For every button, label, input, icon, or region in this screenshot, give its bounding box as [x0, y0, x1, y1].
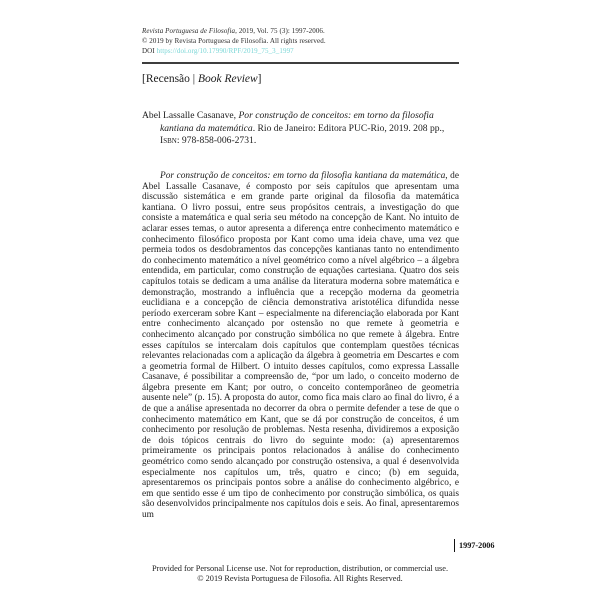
page-header — [142, 27, 459, 56]
citation-isbn-label: Isbn — [160, 135, 177, 147]
page-range-marker: 1997-2006 — [454, 539, 494, 552]
citation-isbn-value: : 978-858-006-2731. — [176, 135, 257, 147]
section-label-suffix: ] — [257, 73, 262, 85]
citation-author: Abel Lassalle Casanave, — [142, 110, 239, 121]
journal-citation-line — [142, 27, 459, 37]
review-body-paragraph — [142, 171, 459, 521]
footer-copyright: © 2019 Revista Portuguesa de Filosofia. All Rights Reserved. — [197, 574, 403, 583]
page-footer — [0, 564, 600, 584]
section-label — [142, 73, 459, 85]
section-label-prefix: [Recensão | — [142, 73, 198, 85]
doi-line — [142, 47, 459, 57]
body-lead-title: Por construção de conceitos: em torno da filosofia kantiana da matemática — [160, 171, 446, 181]
doi-link[interactable]: https://doi.org/10.17990/RPF/2019_75_3_1997 — [156, 46, 294, 55]
citation-imprint: . Rio de Janeiro: Editora PUC-Rio, 2019. 208 pp., — [252, 122, 445, 134]
journal-name: Revista Portuguesa de Filosofia — [142, 27, 236, 35]
header-divider — [142, 62, 459, 64]
license-notice: Provided for Personal License use. Not for reproduction, distribution, or commercial use. — [151, 564, 449, 573]
journal-volume-info: , 2019, Vol. 75 (3): 1997-2006. — [235, 27, 325, 35]
book-citation — [142, 110, 459, 148]
section-label-english: Book Review — [197, 73, 258, 85]
citation-book-title: Por construção de conceitos: em torno da filosofia kantiana da matemática — [160, 110, 434, 134]
doi-label: DOI — [142, 46, 157, 55]
body-text: , de Abel Lassalle Casanave, é composto por seis capítulos que apresentam uma discussão sistemática e em grande parte original da filosofia da matemática kantiana. O livro possui, entre seus propósitos centrais, a investigação do que consiste a matemática e qual seria seu método na concepção de Kant. No intuito de aclarar esses temas, o autor apresenta a diferença entre conhecimento matemático e conhecimento filosófico proposta por Kant como uma ideia chave, uma vez que permeia todos os desdobramentos das concepções kantianas tanto no entendimento do conhecimento matemático a nível geométrico como a nível algébrico – a álgebra entendida, em particular, como construção de equações cartesiana. Quatro dos seis capítulos totais se dedicam a uma análise da literatura moderna sobre matemática e demonstração, mostrando a influência que a recepção moderna da geometria euclidiana e a concepção de ciência demonstrativa aristotélica difundida nesse período exerceram sobre Kant – especialmente na diferenciação elaborada por Kant entre conhecimento alcançado por ostensão no que remete à geometria e conhecimento alcançado por construção simbólica no que remete à álgebra. Entre esses capítulos se intercalam dois capítulos que contemplam questões técnicas relevantes relacionadas com a aplicação da álgebra à geometria em Descartes e com a geometria formal de Hilbert. O intuito desses capítulos, como expressa Lassalle Casanave, é possibilitar a compreensão de, “por um lado, o conceito moderno de álgebra presente em Kant; por outro, o conceito contemporâneo de geometria ausente nele” (p. 15). A proposta do autor, como fica mais claro ao final do livro, é a de que a análise apresentada no decorrer da obra o permite defender a tese de que o conhecimento matemático em Kant, que se dá por construção de conceitos, é um conhecimento por resolução de problemas. Nesta resenha, dividiremos a exposição de dois tópicos centrais do livro do seguinte modo: (a) apresentaremos primeiramente os principais pontos relacionados à análise do conhecimento geométrico como sendo alcançado por construção ostensiva, a qual é desenvolvida especialmente nos capítulos um, três, quatro e cinco; (b) em seguida, apresentaremos os principais pontos sobre a análise do conhecimento algébrico, e em que sentido esse é um tipo de conhecimento por construção simbólica, os quais são desenvolvidos principalmente nos capítulos dois e seis. Ao final, apresentaremos um — [142, 171, 459, 520]
copyright-line: © 2019 by Revista Portuguesa de Filosofia. All rights reserved. — [142, 36, 326, 45]
